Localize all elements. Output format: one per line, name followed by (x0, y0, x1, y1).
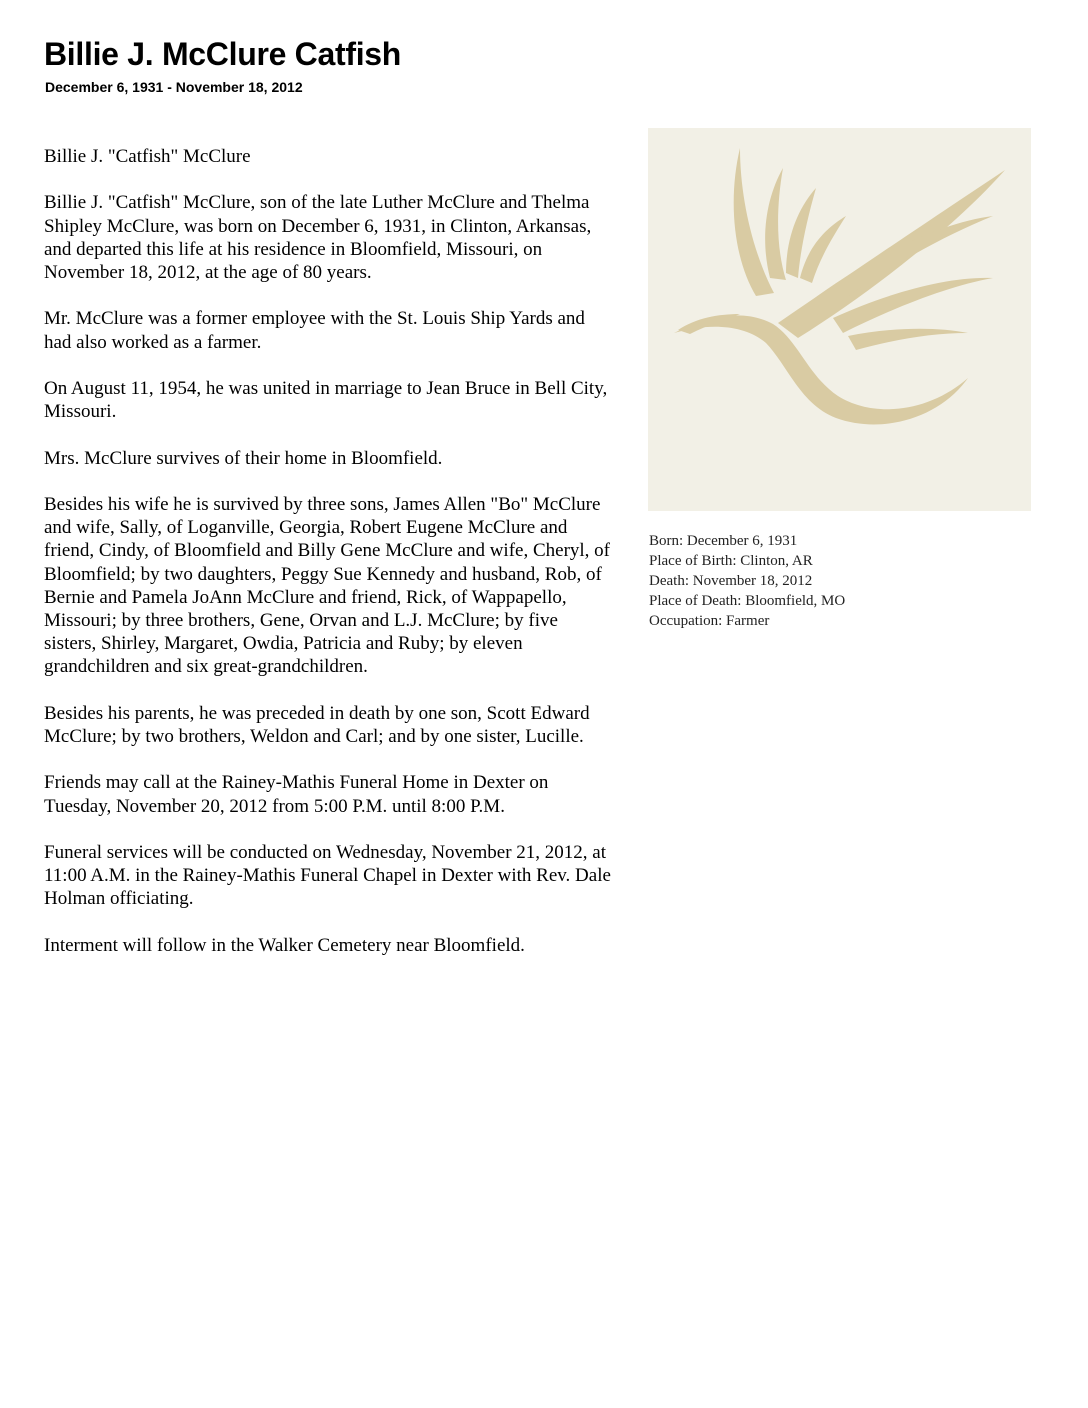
occupation-fact: Occupation: Farmer (649, 613, 770, 629)
obituary-paragraph: On August 11, 1954, he was united in marriage to Jean Bruce in Bell City, Missouri. (44, 377, 608, 423)
obituary-paragraph: Besides his parents, he was preceded in death by one son, Scott Edward McClure; by two brothers, Weldon and Carl; and by one sister, Lucille. (44, 702, 590, 747)
memorial-image (648, 128, 1031, 511)
obituary-paragraph: Billie J. "Catfish" McClure, son of the late Luther McClure and Thelma Shipley McClure, was born on December 6, 1931, in Clinton, Arkansas, and departed this life at his residence in Bloomfield, Missouri, on November 18, 2012, at the age of 80 years. (44, 192, 592, 283)
deathplace-fact: Place of Death: Bloomfield, MO (649, 593, 846, 609)
obituary-paragraph: Besides his wife he is survived by three sons, James Allen "Bo" McClure and wife, Sally, of Loganville, Georgia, Robert Eugene McClure and friend, Cindy, of Bloomfield and Billy Gene McClure and wife, Cheryl, of Bloomfield; by two daughters, Peggy Sue Kennedy and husband, Rob, of Bernie and Pamela JoAnn McClure and friend, Rick, of Wappapello, Missouri; by three brothers, Gene, Orvan and L.J. McClure; by five sisters, Shirley, Margaret, Owdia, Patricia and Ruby; by eleven grandchildren and six great-grandchildren. (44, 493, 611, 678)
born-fact: Born: December 6, 1931 (649, 533, 798, 549)
obituary-paragraph: Funeral services will be conducted on Wednesday, November 21, 2012, at 11:00 A.M. in the Rainey-Mathis Funeral Chapel in Dexter with Rev. Dale Holman officiating. (44, 841, 611, 910)
obituary-paragraph: Mrs. McClure survives of their home in Bloomfield. (44, 447, 443, 469)
dove-icon (648, 128, 1031, 511)
obituary-paragraph: Interment will follow in the Walker Cemetery near Bloomfield. (44, 934, 525, 956)
life-dates: December 6, 1931 - November 18, 2012 (45, 79, 303, 95)
birthplace-fact: Place of Birth: Clinton, AR (649, 553, 813, 569)
death-fact: Death: November 18, 2012 (649, 573, 813, 589)
obituary-paragraph: Billie J. "Catfish" McClure (44, 146, 251, 167)
vital-facts (649, 531, 1069, 631)
obituary-paragraph: Friends may call at the Rainey-Mathis Funeral Home in Dexter on Tuesday, November 20, 2012 from 5:00 P.M. until 8:00 P.M. (44, 772, 549, 817)
obituary-text (44, 145, 614, 980)
page-title: Billie J. McClure Catfish (44, 36, 402, 72)
obituary-paragraph: Mr. McClure was a former employee with the St. Louis Ship Yards and had also worked as a farmer. (44, 308, 585, 353)
